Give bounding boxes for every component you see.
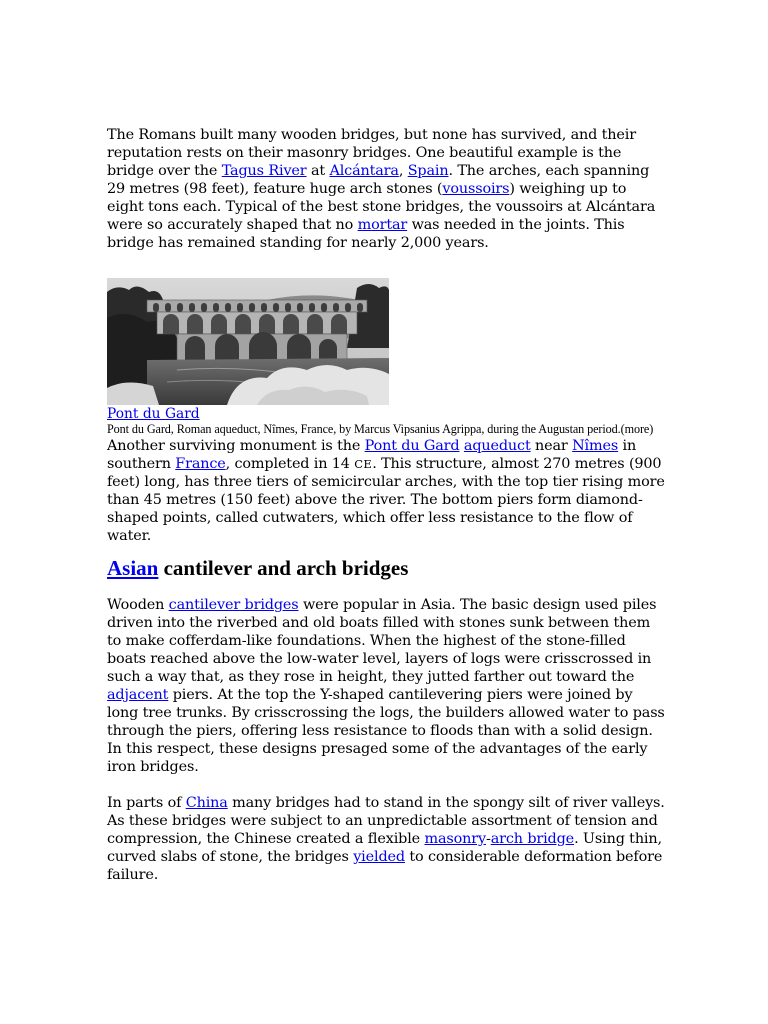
text: The Romans built many wooden bridges, but none has survived, and their reputation rests on their masonry bridges. One beautiful example is the bridge over the <box>107 127 636 179</box>
link-france[interactable]: France <box>175 456 226 472</box>
link-arch-bridge[interactable]: arch bridge <box>490 831 575 847</box>
link-spain[interactable]: Spain <box>407 163 449 179</box>
text: In parts of <box>107 795 186 811</box>
figure-title <box>107 406 667 422</box>
text: . The arches, each spanning 29 metres (98 feet), feature huge arch stones ( <box>107 163 650 197</box>
text: to considerable deformation before failure. <box>107 849 663 883</box>
link-pont-du-gard-figure[interactable]: Pont du Gard <box>107 406 200 422</box>
text: piers. At the top the Y-shaped cantilevering piers were joined by long tree trunks. By crisscrossing the logs, the builders allowed water to pass through the piers, offering less resistance to floods than with a solid design. In this respect, these designs presaged some of the advantages of the early iron bridges. <box>107 687 665 775</box>
text: ) weighing up to eight tons each. Typical of the best stone bridges, the voussoirs at Alcántara were so accurately shaped that no <box>107 181 656 233</box>
text: . This structure, almost 270 metres (900 feet) long, has three tiers of semicircular arches, with the top tier rising more than 45 metres (150 feet) above the river. The bottom piers form diamond-shaped points, called cutwaters, which offer less resistance to the flow of water. <box>107 456 665 544</box>
link-yielded[interactable]: yielded <box>353 849 405 865</box>
heading-text: cantilever and arch bridges <box>158 556 409 580</box>
paragraph-gap <box>107 776 667 794</box>
link-masonry[interactable]: masonry <box>424 831 486 847</box>
text: was needed in the joints. This bridge has remained standing for nearly 2,000 years. <box>107 217 625 251</box>
link-cantilever-bridges[interactable]: cantilever bridges <box>168 597 299 613</box>
caption-text: Pont du Gard, Roman aqueduct, Nîmes, France, by Marcus Vipsanius Agrippa, during the Augustan period. <box>107 422 621 436</box>
text: - <box>485 831 491 847</box>
link-adjacent[interactable]: adjacent <box>107 687 169 703</box>
link-voussoirs[interactable]: voussoirs <box>442 181 510 197</box>
more-link[interactable]: (more) <box>620 422 654 436</box>
figure-caption <box>107 422 667 437</box>
text: , completed in 14 <box>225 456 355 472</box>
paragraph-cantilever <box>107 596 667 776</box>
text: , <box>398 163 408 179</box>
link-tagus-river[interactable]: Tagus River <box>221 163 307 179</box>
text: near <box>530 438 573 454</box>
text: in southern <box>107 438 637 472</box>
text: . Using thin, curved slabs of stone, the bridges <box>107 831 662 865</box>
paragraph-pont-du-gard <box>107 437 667 545</box>
pont-du-gard-photo[interactable] <box>107 278 389 405</box>
link-nimes[interactable]: Nîmes <box>572 438 619 454</box>
link-asian[interactable]: Asian <box>107 556 159 580</box>
link-china[interactable]: China <box>185 795 228 811</box>
text: at <box>306 163 330 179</box>
text: were popular in Asia. The basic design used piles driven into the riverbed and old boats filled with stones sunk between them to make cofferdam-like foundations. When the highest of the stone-filled boats reached above the low-water level, layers of logs were crisscrossed in such a way that, as they rose in height, they jutted farther out toward the <box>107 597 657 685</box>
paragraph-china <box>107 794 667 884</box>
link-alcantara[interactable]: Alcántara <box>329 163 399 179</box>
era-ce: CE <box>354 457 373 471</box>
text: Wooden <box>107 597 169 613</box>
article-body <box>107 126 667 884</box>
link-aqueduct[interactable]: aqueduct <box>463 438 531 454</box>
section-heading <box>107 555 667 581</box>
link-pont-du-gard[interactable]: Pont du Gard <box>364 438 460 454</box>
paragraph-roman-bridges <box>107 126 667 252</box>
link-mortar[interactable]: mortar <box>357 217 408 233</box>
figure-pont-du-gard <box>107 278 667 437</box>
text: many bridges had to stand in the spongy silt of river valleys. As these bridges were subject to an unpredictable assortment of tension and compression, the Chinese created a flexible <box>107 795 665 847</box>
text: Another surviving monument is the <box>107 438 365 454</box>
